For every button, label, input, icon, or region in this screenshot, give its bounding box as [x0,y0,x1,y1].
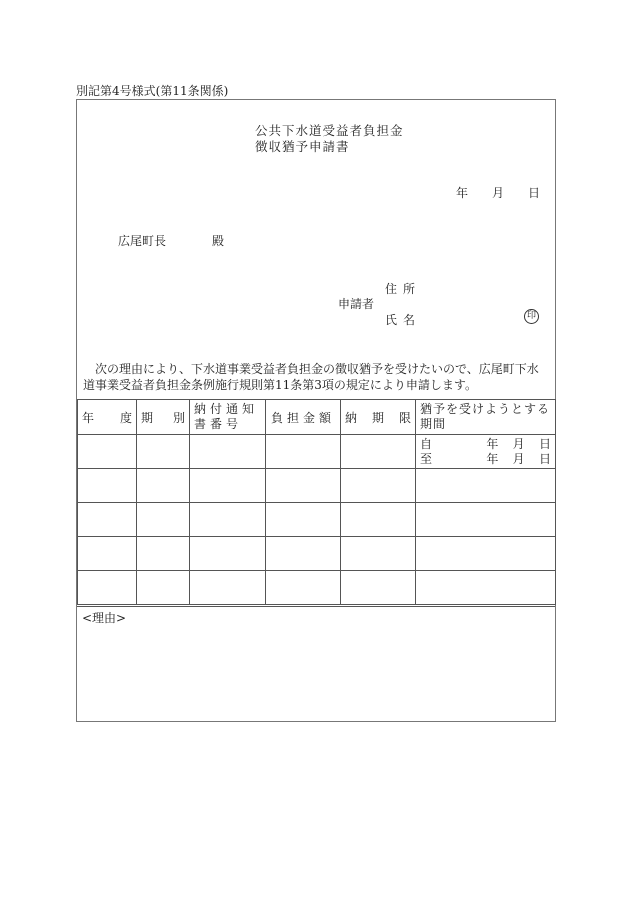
date-year-label: 年 [456,186,469,200]
cell-fiscal-year[interactable] [78,469,137,503]
date-day-label: 日 [528,186,541,200]
cell-term[interactable] [137,503,190,537]
from-label: 自 [420,436,433,451]
header-text: 期 [371,410,384,425]
header-text: 納付通知 [194,402,259,416]
cell-due-date[interactable] [341,537,416,571]
year-label: 年 [486,436,499,451]
form-title-line1: 公共下水道受益者負担金 [255,123,404,138]
cell-amount[interactable] [266,503,341,537]
header-text: 度 [119,410,132,425]
header-text: 書番号 [194,417,243,431]
cell-due-date[interactable] [341,435,416,469]
cell-notice-number[interactable] [190,469,266,503]
table-row [78,469,556,503]
cell-deferral-period[interactable] [416,435,556,469]
header-text: 限 [398,410,411,425]
seal-mark-icon: 印 [524,309,539,324]
address-label: 住所 [385,282,422,296]
table-row [78,537,556,571]
cell-due-date[interactable] [341,469,416,503]
day-label: 日 [538,436,551,451]
applicant-label: 申請者 [338,297,375,311]
cell-fiscal-year[interactable] [78,503,137,537]
cell-deferral-period[interactable] [416,469,556,503]
deferral-table [77,399,556,605]
cell-notice-number[interactable] [190,537,266,571]
cell-notice-number[interactable] [190,571,266,605]
header-text: 猶予を受けようとする期間 [420,402,551,431]
header-amount [266,400,341,435]
cell-amount[interactable] [266,571,341,605]
application-statement: 次の理由により、下水道事業受益者負担金の徴収猶予を受けたいので、広尾町下水道事業受益者負担金条例施行規則第11条第3項の規定により申請します。 [83,362,539,392]
addressee-name: 広尾町長 [118,234,167,248]
table-row [78,503,556,537]
name-label: 氏名 [385,313,422,327]
cell-deferral-period[interactable] [416,537,556,571]
period-to-line [420,452,551,467]
date-month-label: 月 [492,186,505,200]
to-label: 至 [420,451,433,466]
cell-notice-number[interactable] [190,503,266,537]
cell-fiscal-year[interactable] [78,537,137,571]
reason-section[interactable] [77,606,555,721]
cell-fiscal-year[interactable] [78,435,137,469]
period-from-line [420,437,551,452]
table-row [78,435,556,469]
cell-amount[interactable] [266,435,341,469]
table-header-row [78,400,556,435]
cell-fiscal-year[interactable] [78,571,137,605]
header-fiscal-year [78,400,137,435]
addressee-honorific: 殿 [212,234,225,248]
header-notice-number [190,400,266,435]
cell-term[interactable] [137,435,190,469]
header-text: 年 [82,410,95,425]
header-text: 別 [172,410,185,425]
cell-term[interactable] [137,571,190,605]
day-label: 日 [538,451,551,466]
cell-due-date[interactable] [341,571,416,605]
form-title-line2: 徴収猶予申請書 [255,139,350,154]
header-term [137,400,190,435]
cell-term[interactable] [137,469,190,503]
cell-due-date[interactable] [341,503,416,537]
cell-amount[interactable] [266,537,341,571]
cell-deferral-period[interactable] [416,571,556,605]
cell-notice-number[interactable] [190,435,266,469]
table-row [78,571,556,605]
cell-term[interactable] [137,537,190,571]
header-text: 期 [141,410,154,425]
year-label: 年 [486,451,499,466]
header-due-date [341,400,416,435]
month-label: 月 [512,451,525,466]
header-text: 負担金額 [270,410,335,425]
form-number-label: 別記第4号様式(第11条関係) [76,84,229,98]
cell-deferral-period[interactable] [416,503,556,537]
header-text: 納 [345,410,358,425]
header-deferral-period [416,400,556,435]
reason-label: <理由> [82,611,127,625]
month-label: 月 [512,436,525,451]
cell-amount[interactable] [266,469,341,503]
